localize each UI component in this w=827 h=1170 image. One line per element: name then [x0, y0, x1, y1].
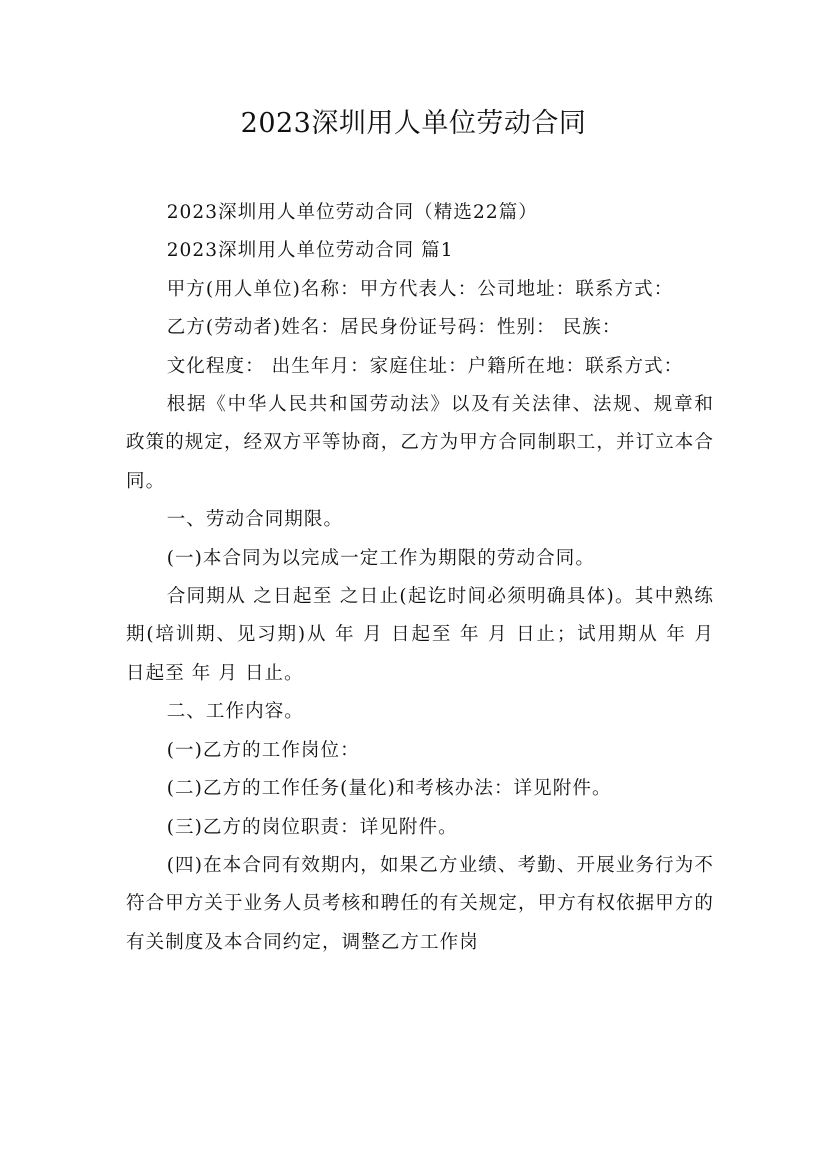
paragraph-clause-2-heading: 二、工作内容。: [166, 701, 304, 723]
paragraph-party-a: 甲方(用人单位)名称：甲方代表人：公司地址：联系方式：: [166, 278, 674, 300]
paragraph-clause-2-1: (一)乙方的工作岗位：: [166, 739, 360, 761]
paragraph-clause-2-4: (四)在本合同有效期内，如果乙方业绩、考勤、开展业务行为不符合甲方关于业务人员考核和聘任的有关规定，甲方有权依据甲方的有关制度及本合同约定，调整乙方工作岗: [126, 854, 715, 953]
document-title: 2023深圳用人单位劳动合同: [240, 108, 587, 139]
paragraph-party-b: 乙方(劳动者)姓名：居民身份证号码：性别： 民族：: [166, 317, 622, 339]
paragraph-preamble: 根据《中华人民共和国劳动法》以及有关法律、法规、规章和政策的规定，经双方平等协商，乙方为甲方合同制职工，并订立本合同。: [126, 394, 715, 492]
paragraph-section-heading: 2023深圳用人单位劳动合同 篇1: [166, 240, 454, 262]
paragraph-clause-1-1: (一)本合同为以完成一定工作为期限的劳动合同。: [166, 547, 595, 569]
paragraph-clause-2-2: (二)乙方的工作任务(量化)和考核办法：详见附件。: [166, 778, 612, 800]
paragraph-clause-2-3: (三)乙方的岗位职责：详见附件。: [166, 816, 458, 838]
paragraph-subtitle: 2023深圳用人单位劳动合同（精选22篇）: [166, 202, 538, 223]
paragraph-clause-1-heading: 一、劳动合同期限。: [166, 509, 344, 531]
paragraph-clause-1-term: 合同期从 之日起至 之日止(起讫时间必须明确具体)。其中熟练期(培训期、见习期)从 年 月 日起至 年 月 日止；试用期从 年 月 日起至 年 月 日止。: [126, 586, 714, 684]
document-body: [126, 194, 714, 962]
paragraph-party-b-details: 文化程度： 出生年月：家庭住址：户籍所在地：联系方式：: [166, 355, 684, 377]
